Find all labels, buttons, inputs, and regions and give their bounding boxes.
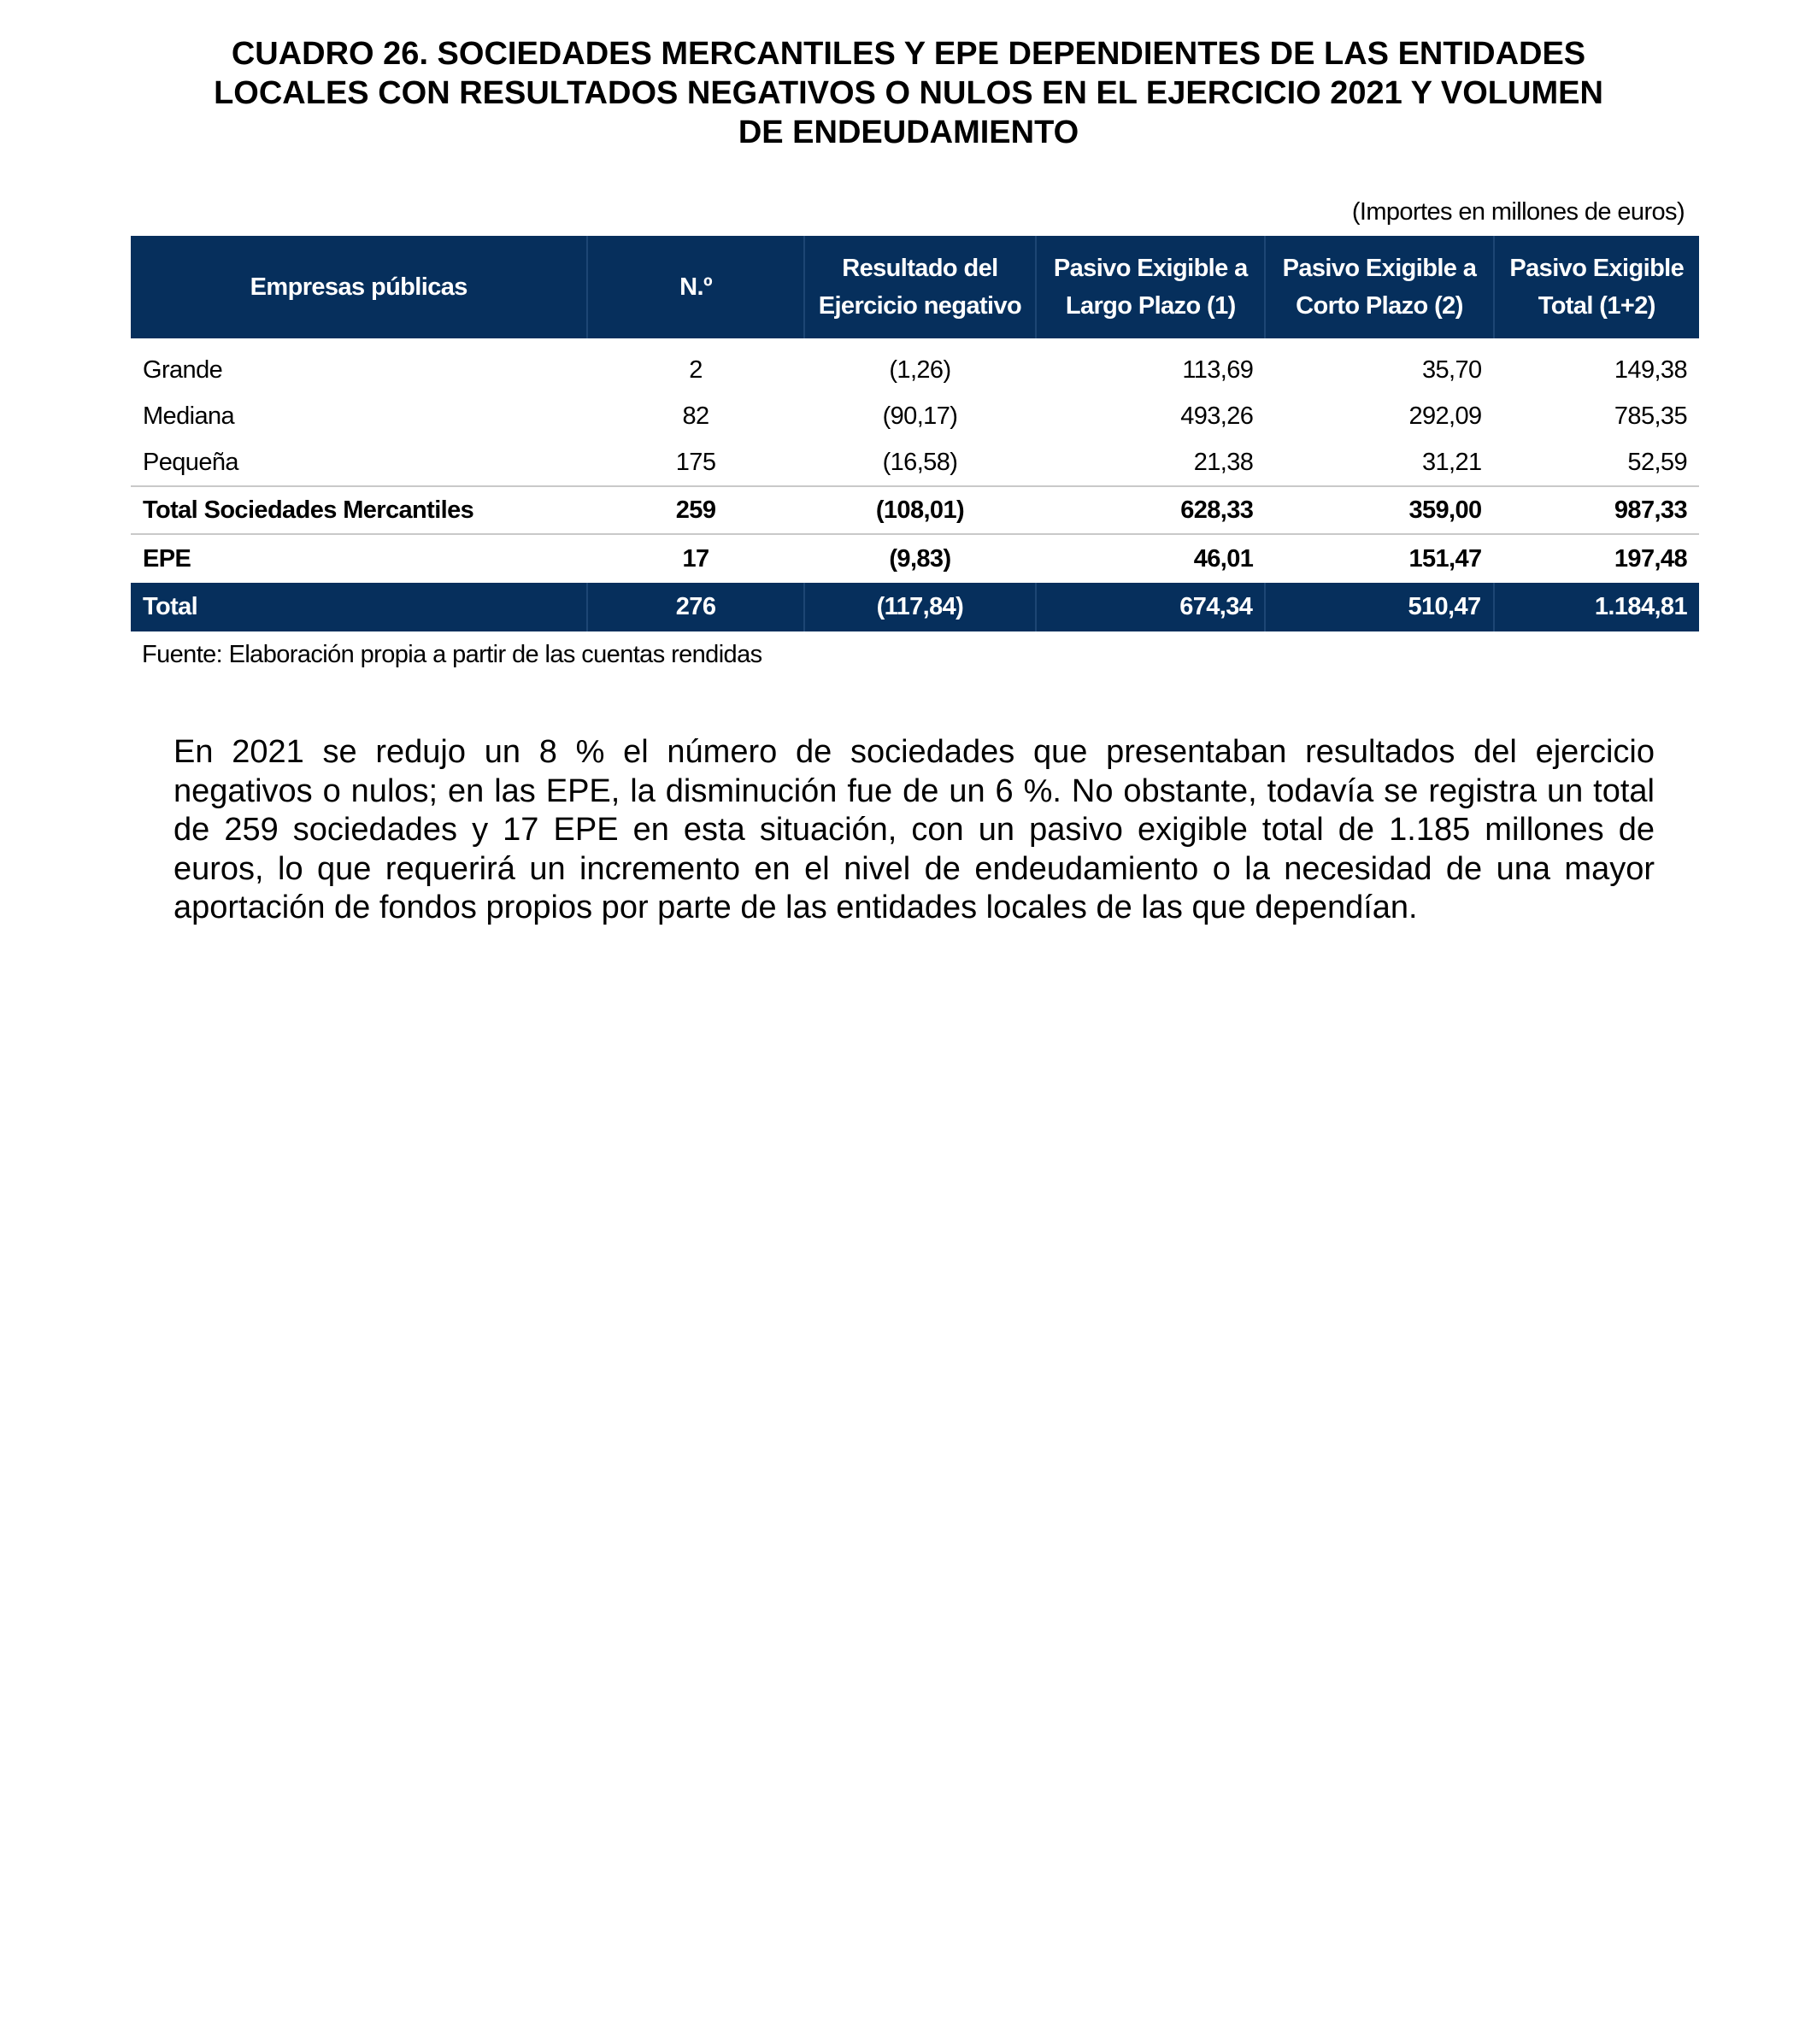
header-numero: N.º — [587, 236, 803, 338]
table-row-total-sociedades — [131, 486, 1699, 534]
title-line-3: DE ENDEUDAMIENTO — [738, 115, 1079, 150]
cell-largo: 113,69 — [1182, 355, 1254, 384]
cell-total: 197,48 — [1494, 534, 1699, 583]
cell-label: Total Sociedades Mercantiles — [131, 486, 587, 534]
cell-label: EPE — [131, 534, 587, 583]
table-header-row — [131, 236, 1699, 338]
cell-corto: 31,21 — [1422, 448, 1482, 476]
cell-label: Mediana — [143, 402, 235, 430]
title-line-2: LOCALES CON RESULTADOS NEGATIVOS O NULOS EN EL EJERCICIO 2021 Y VOLUMEN — [214, 75, 1603, 111]
cell-n: 82 — [682, 402, 709, 430]
cell-resultado: (1,26) — [889, 355, 951, 384]
cell-resultado: (90,17) — [882, 402, 958, 430]
units-note: (Importes en millones de euros) — [1351, 198, 1685, 226]
table-row-grande — [131, 338, 1699, 393]
cell-label: Total — [131, 583, 587, 631]
table-title — [154, 34, 1663, 152]
table-row-mediana — [131, 393, 1699, 439]
cell-resultado: (16,58) — [882, 448, 958, 476]
table-row-epe — [131, 534, 1699, 583]
cell-total: 987,33 — [1494, 486, 1699, 534]
cell-label: Grande — [143, 355, 223, 384]
cell-largo: 674,34 — [1036, 583, 1265, 631]
cell-largo: 493,26 — [1180, 402, 1254, 430]
cell-largo: 46,01 — [1036, 534, 1265, 583]
header-empresas: Empresas públicas — [131, 236, 587, 338]
cell-corto: 151,47 — [1265, 534, 1493, 583]
cell-corto: 35,70 — [1422, 355, 1482, 384]
cell-corto: 359,00 — [1265, 486, 1493, 534]
cell-n: 175 — [675, 448, 716, 476]
title-line-1: CUADRO 26. SOCIEDADES MERCANTILES Y EPE DEPENDIENTES DE LAS ENTIDADES — [231, 36, 1586, 72]
cell-resultado: (9,83) — [804, 534, 1037, 583]
cell-corto: 510,47 — [1265, 583, 1493, 631]
body-paragraph: En 2021 se redujo un 8 % el número de sociedades que presentaban resultados del ejercicio negativos o nulos; en las EPE, la disminución fue de un 6 %. No obstante, todavía se registra un total de 259 sociedades y 17 EPE en esta situación, con un pasivo exigible total de 1.185 millones de euros, lo que requerirá un incremento en el nivel de endeudamiento o la necesidad de una mayor aportación de fondos propios por parte de las entidades locales de las que dependían. — [173, 734, 1655, 925]
cell-total: 785,35 — [1614, 402, 1687, 430]
data-table — [131, 236, 1699, 631]
cell-largo: 21,38 — [1193, 448, 1254, 476]
cell-largo: 628,33 — [1036, 486, 1265, 534]
cell-total: 149,38 — [1614, 355, 1687, 384]
cell-label: Pequeña — [143, 448, 238, 476]
cell-n: 17 — [587, 534, 803, 583]
cell-n: 259 — [587, 486, 803, 534]
source-note: Fuente: Elaboración propia a partir de las cuentas rendidas — [142, 641, 762, 668]
header-pasivo-total: Pasivo Exigible Total (1+2) — [1494, 236, 1699, 338]
table-row-total — [131, 583, 1699, 631]
cell-total: 52,59 — [1627, 448, 1687, 476]
cell-total: 1.184,81 — [1494, 583, 1699, 631]
cell-resultado: (108,01) — [804, 486, 1037, 534]
header-pasivo-largo: Pasivo Exigible a Largo Plazo (1) — [1036, 236, 1265, 338]
header-resultado: Resultado del Ejercicio negativo — [804, 236, 1037, 338]
cell-n: 2 — [689, 355, 703, 384]
cell-corto: 292,09 — [1408, 402, 1482, 430]
cell-resultado: (117,84) — [804, 583, 1037, 631]
table-row-pequena — [131, 439, 1699, 486]
header-pasivo-corto: Pasivo Exigible a Corto Plazo (2) — [1265, 236, 1493, 338]
cell-n: 276 — [587, 583, 803, 631]
